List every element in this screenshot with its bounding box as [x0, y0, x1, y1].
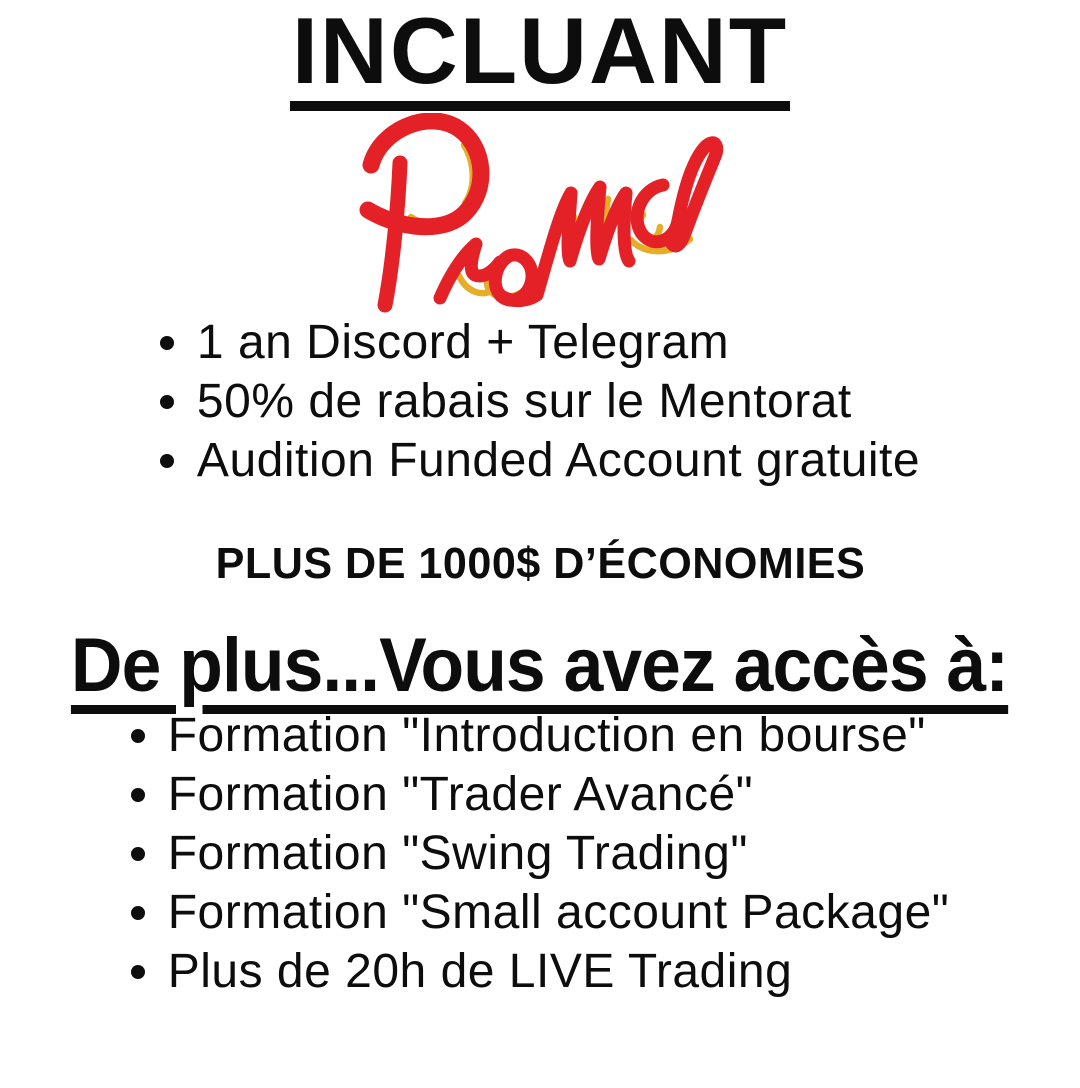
- list-item-text: 50% de rabais sur le Mentorat: [196, 375, 852, 429]
- bullet-icon: [160, 454, 174, 468]
- list-item: [160, 431, 920, 490]
- promo-script-wrap: [0, 113, 1080, 313]
- bullet-icon: [131, 965, 145, 979]
- list-item: [131, 942, 950, 1001]
- title-block: [0, 0, 1080, 111]
- list-item-text: Formation "Swing Trading": [167, 827, 748, 881]
- access-heading-text: De plus...Vous avez accès à:: [71, 623, 1009, 709]
- list-item-text: Formation "Small account Package": [167, 886, 950, 940]
- list-item-text: Audition Funded Account gratuite: [196, 434, 921, 488]
- access-heading: [71, 623, 1009, 709]
- list-item: [131, 824, 950, 883]
- includes-list: [160, 313, 920, 490]
- bullet-icon: [131, 788, 145, 802]
- list-item-text: 1 an Discord + Telegram: [196, 316, 730, 370]
- savings-block: [0, 539, 1080, 589]
- access-heading-block: [0, 623, 1080, 709]
- bullet-icon: [131, 847, 145, 861]
- list-item-text: Formation "Introduction en bourse": [167, 709, 926, 763]
- bullet-icon: [131, 906, 145, 920]
- bullet-icon: [160, 395, 174, 409]
- page-title: INCLUANT: [290, 8, 790, 111]
- list-item: [160, 313, 920, 372]
- savings-line: PLUS DE 1000$ D’ÉCONOMIES: [215, 539, 865, 589]
- access-list: [131, 706, 950, 1001]
- list-item: [131, 883, 950, 942]
- list-item: [131, 706, 950, 765]
- bullet-icon: [160, 336, 174, 350]
- list-item-text: Plus de 20h de LIVE Trading: [167, 945, 793, 999]
- bullet-icon: [131, 729, 145, 743]
- list-item: [160, 372, 920, 431]
- list-item-text: Formation "Trader Avancé": [167, 768, 754, 822]
- promo-red-letters: [368, 121, 717, 305]
- promo-script-lettering: [343, 113, 773, 313]
- list-item: [131, 765, 950, 824]
